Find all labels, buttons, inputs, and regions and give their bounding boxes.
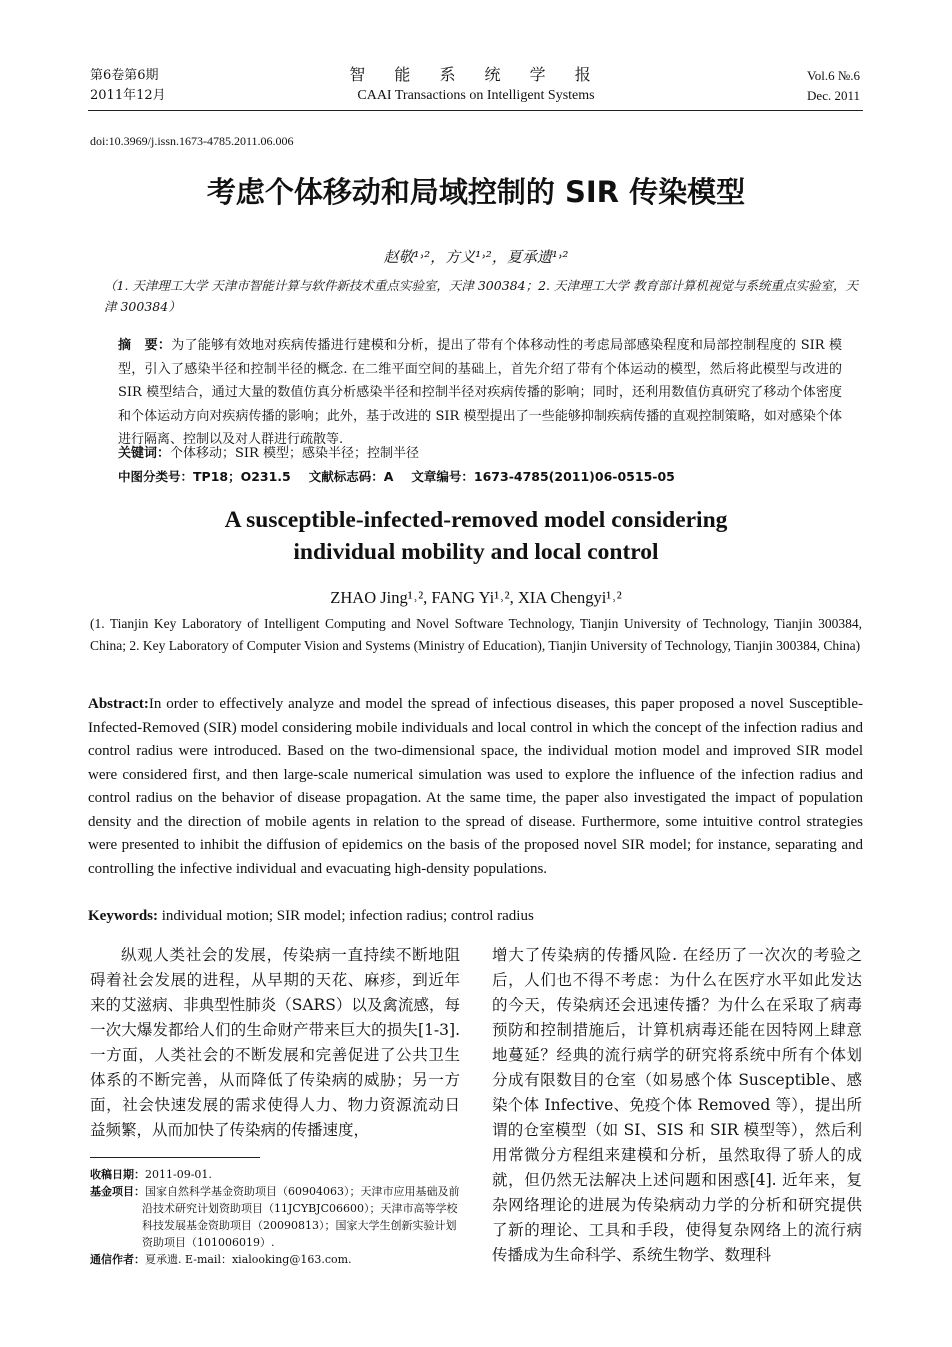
classification-line: [118, 465, 689, 488]
affiliations-en: (1. Tianjin Key Laboratory of Intelligent Computing and Novel Software Technology, Tianjin University of Technology, Tianjin 300384, China; 2. Key Laboratory of Computer Vision and Systems (Ministry of Education), Tianjin University of Technology, Tianjin 300384, China): [90, 616, 862, 653]
authors-cn: 赵敬¹˒²，方义¹˒²，夏承遗¹˒²: [383, 248, 569, 266]
abstract-cn: [118, 334, 842, 452]
funding-label: 基金项目：: [90, 1185, 145, 1198]
abstract-cn-text: 为了能够有效地对疾病传播进行建模和分析，提出了带有个体移动性的考虑局部感染程度和局部控制程度的 SIR 模型，引入了感染半径和控制半径的概念. 在二维平面空间的基础上，首先介绍了带有个体运动的模型，然后将此模型与改进的 SIR 模型结合，通过大量的数值仿真分析感染半径和控制半径对疾病传播的影响；同时，还利用数值仿真研究了移动个体密度和个体运动方向对疾病传播的影响；此外，基于改进的 SIR 模型提出了一些能够抑制疾病传播的直观控制策略，如对感染个体进行隔离、控制以及对人群进行疏散等.: [118, 338, 842, 448]
date-cn: 2011年12月: [90, 88, 166, 103]
date-en: Dec. 2011: [807, 88, 860, 103]
paper-title-en-line2: individual mobility and local control: [293, 539, 659, 565]
funding-text: 国家自然科学基金资助项目（60904063）；天津市应用基础及前沿技术研究计划资助项目（11JCYBJC06600）；天津市高等学校科技发展基金资助项目（20090813）；国家大学生创新实验计划资助项目（101006019）.: [142, 1185, 460, 1249]
running-header-right: [807, 66, 860, 106]
volume-issue-en: Vol.6 №.6: [807, 68, 860, 83]
abstract-en-text: In order to effectively analyze and model the spread of infectious diseases, this paper proposed a novel Susceptible-Infected-Removed (SIR) model considering mobile individuals and local control in which the concept of the infection radius and control radius were introduced. Based on the two-dimensional space, the individual motion model and improved SIR model were considered first, and then large-scale numerical simulation was used to explore the influence of the infection radius and control radius on the behavior of disease propagation. At the same time, the paper also investigated the impact of population density and the direction of mobile agents in relation to the spread of disease. Furthermore, some intuitive control strategies were presented to inhibit the diffusion of epidemics on the basis of the proposed novel SIR model; for instance, separating and controlling the infective individual and evacuating high-density populations.: [88, 696, 863, 877]
article-number: 文章编号：1673-4785(2011)06-0515-05: [411, 469, 675, 484]
body-column-left: 纵观人类社会的发展，传染病一直持续不断地阻碍着社会发展的进程，从早期的天花、麻疹，到近年来的艾滋病、非典型性肺炎（SARS）以及禽流感，每一次大爆发都给人们的生命财产带来巨大的损失[1-3]. 一方面，人类社会的不断发展和完善促进了公共卫生体系的不断完善，从而降低了传染病的威胁；另一方面，社会快速发展的需求使得人力、物力资源流动日益频繁，从而加快了传染病的传播速度，: [90, 946, 460, 1139]
keywords-cn-label: 关键词：: [118, 446, 171, 461]
abstract-en-label: Abstract:: [88, 696, 149, 712]
keywords-en-text: individual motion; SIR model; infection radius; control radius: [161, 908, 534, 924]
class-number: 中图分类号：TP18；O231.5: [118, 469, 291, 484]
keywords-cn-text: 个体移动；SIR 模型；感染半径；控制半径: [170, 446, 419, 461]
affiliations-cn: （1. 天津理工大学 天津市智能计算与软件新技术重点实验室，天津 300384；2. 天津理工大学 教育部计算机视觉与系统重点实验室，天津 300384）: [104, 278, 858, 314]
keywords-cn: [118, 442, 419, 465]
keywords-en-label: Keywords:: [88, 908, 158, 924]
journal-title-en: CAAI Transactions on Intelligent Systems: [357, 88, 595, 103]
footnote-corresponding: [90, 1251, 462, 1268]
abstract-en: [88, 693, 863, 881]
volume-issue-cn: 第6卷第6期: [90, 68, 159, 83]
footnote-funding: [90, 1183, 462, 1251]
authors-en: ZHAO Jing¹˒², FANG Yi¹˒², XIA Chengyi¹˒²: [330, 588, 622, 607]
doi: doi:10.3969/j.issn.1673-4785.2011.06.006: [90, 134, 294, 148]
footnote-rule: [90, 1157, 260, 1158]
paper-title-cn: 考虑个体移动和局域控制的 SIR 传染模型: [206, 175, 746, 209]
received-label: 收稿日期：: [90, 1168, 145, 1181]
document-code: 文献标志码：A: [308, 469, 394, 484]
corresponding-author: 夏承遗. E-mail：xialooking@163.com.: [145, 1253, 352, 1266]
corresponding-label: 通信作者：: [90, 1253, 145, 1266]
journal-title-cn: 智 能 系 统 学 报: [349, 65, 603, 84]
keywords-en: [88, 905, 534, 927]
received-date: 2011-09-01.: [145, 1168, 212, 1181]
footnote-received: [90, 1166, 462, 1183]
paper-title-en-line1: A susceptible-infected-removed model considering: [224, 507, 728, 533]
abstract-cn-label: 摘 要：: [118, 338, 172, 353]
footnotes: [90, 1166, 462, 1268]
header-rule: [88, 110, 863, 111]
paper-title-en: [0, 504, 952, 568]
body-column-right: 增大了传染病的传播风险. 在经历了一次次的考验之后，人们也不得不考虑：为什么在医疗水平如此发达的今天，传染病还会迅速传播？为什么在采取了病毒预防和控制措施后，计算机病毒还能在因特网上肆意地蔓延？经典的流行病学的研究将系统中所有个体划分成有限数目的仓室（如易感个体 Susceptible、感染个体 Infective、免疫个体 Removed 等），提出所谓的仓室模型（如 SI、SIS 和 SIR 模型等），然后利用常微分方程组来建模和分析，虽然取得了骄人的成就，但仍然无法解决上述问题和困惑[4]. 近年来，复杂网络理论的进展为传染病动力学的分析和研究提供了新的理论、工具和手段，使得复杂网络上的流行病传播成为生命科学、系统生物学、数理科: [492, 946, 862, 1264]
